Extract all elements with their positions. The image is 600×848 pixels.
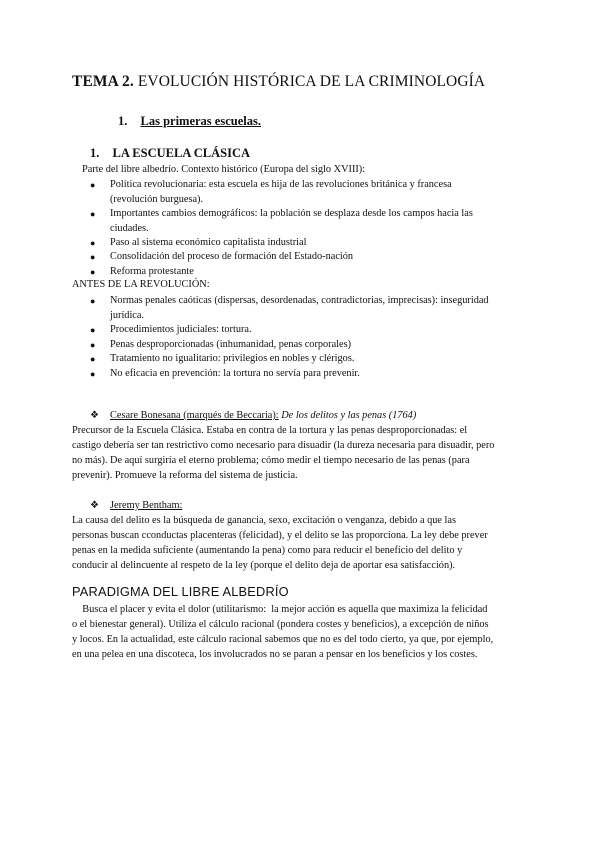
bullet-icon: ● — [90, 209, 96, 219]
bentham-heading: ❖ Jeremy Bentham: — [110, 499, 182, 514]
bullet-icon: ● — [90, 354, 96, 364]
paragraph-line: personas buscan cconductas placenteras (felicidad), y el delito se las proporciona. La ley debe prever — [72, 530, 488, 541]
section-number: 1. — [118, 114, 128, 128]
title-prefix: TEMA 2. — [72, 73, 134, 90]
bullet-icon: ● — [90, 369, 96, 379]
bullet-icon: ● — [90, 180, 96, 190]
bullet-icon: ● — [90, 238, 96, 248]
bullet-icon: ● — [90, 267, 96, 277]
section-heading-2 — [90, 146, 250, 161]
section-label: LA ESCUELA CLÁSICA — [112, 146, 251, 160]
diamond-bullet-icon: ❖ — [90, 500, 99, 511]
bullet-icon: ● — [90, 340, 96, 350]
paragraph-line: Busca el placer y evita el dolor (utilitarismo: la mejor acción es aquella que maximiza la felicidad — [72, 604, 488, 615]
paragraph-line: prevenir). Promueve la reforma del sistema de justicia. — [72, 470, 298, 481]
paragraph-line: o el bienestar general). Utiliza el cálculo racional (pondera costes y beneficios), a excepción de niños — [72, 619, 489, 630]
page-title — [72, 73, 485, 91]
diamond-bullet-icon: ❖ — [90, 410, 99, 421]
paragraph-line: no más). De aquí surgiría el eterno problema; cómo medir el tiempo necesario de las penas (para — [72, 455, 470, 466]
paragraph-line: penas en la medida suficiente (aumentando la pena) como para reducir el beneficio del delito y — [72, 545, 463, 556]
intro-text: Parte del libre albedrío. Contexto histórico (Europa del siglo XVIII): — [82, 164, 366, 175]
paragraph-line: Precursor de la Escuela Clásica. Estaba en contra de la tortura y las penas desproporcionadas: el — [72, 425, 468, 436]
bullet-icon: ● — [90, 325, 96, 335]
paradigm-heading: PARADIGMA DEL LIBRE ALBEDRÍO — [72, 584, 289, 599]
section-number: 1. — [90, 146, 100, 160]
bullet-icon: ● — [90, 252, 96, 262]
paragraph-line: conducir al delincuente al respeto de la ley (porque el delito deja de aportar esa satisfacción). — [72, 560, 456, 571]
subsection-label: ANTES DE LA REVOLUCIÓN: — [72, 279, 210, 290]
bullet-icon: ● — [90, 296, 96, 306]
paragraph-line: y locos. En la actualidad, este cálculo racional sabemos que no es del todo cierto, ya que, por ejemplo, — [72, 634, 494, 645]
paragraph-line: en una pelea en una discoteca, los involucrados no se paran a pensar en los beneficios y los costes. — [72, 649, 478, 660]
document-page: TEMA 2. EVOLUCIÓN HISTÓRICA DE LA CRIMINOLOGÍA 1. Las primeras escuelas. 1. LA ESCUELA CLÁSICA Parte del libre albedrío. Contexto histórico (Europa del siglo XVIII): ● Política revolucionaria: esta escuela es hija de las revoluciones británica y francesa (revolución burguesa). ● Importantes cambios demográficos: la población se desplaza desde los campos hacia las ciudades. ● Paso al sistema económico capitalista industrial ● Consolidación del proceso de formación del Estado-nación ● Reforma protestante ANTES DE LA REVOLUCIÓN: ● Normas penales caóticas (dispersas, desordenadas, contradictorias, imprecisas): inseguridad jurídica. ● Procedimientos judiciales: tortura. ● Penas desproporcionadas (inhumanidad, penas corporales) ● Tratamiento no igualitario: privilegios en nobles y clérigos. ● No eficacia en prevención: la tortura no servía para prevenir. ❖ Cesare Bonesana (marqués de Beccaria): De los delitos y las penas (1764) Precursor de la Escuela Clásica. Estaba en contra de la tortura y las penas desproporcionadas: el castigo debería ser tan restrictivo como necesario para disuadir (la dureza necesaria para disuadir, pero no más). De aquí surgiría el eterno problema; cómo medir el tiempo necesario de las penas (para prevenir). Promueve la reforma del sistema de justicia. ❖ Jeremy Bentham: La causa del delito es la búsqueda de ganancia, sexo, excitación o venganza, debido a que las personas buscan cconductas placenteras (felicidad), y el delito se las proporciona. La ley debe prever penas en la medida suficiente (aumentando la pena) como para reducir el beneficio del delito y conducir al delincuente al respeto de la ley (porque el delito deja de aportar esa satisfacción). PARADIGMA DEL LIBRE ALBEDRÍO Busca el placer y evita el dolor (utilitarismo: la mejor acción es aquella que maximiza la felicidad o el bienestar general). Utiliza el cálculo racional (pondera costes y beneficios), a excepción de niños y locos. En la actualidad, este cálculo racional sabemos que no es del todo cierto, ya que, por ejemplo, en una pelea en una discoteca, los involucrados no se paran a pensar en los beneficios y los costes. — [0, 0, 600, 848]
section-label: Las primeras escuelas. — [140, 114, 261, 128]
paragraph-line: La causa del delito es la búsqueda de ganancia, sexo, excitación o venganza, debido a que las — [72, 515, 456, 526]
beccaria-heading: ❖ Cesare Bonesana (marqués de Beccaria): De los delitos y las penas (1764) — [110, 409, 416, 424]
title-text: EVOLUCIÓN HISTÓRICA DE LA CRIMINOLOGÍA — [133, 73, 486, 90]
paragraph-line: castigo debería ser tan restrictivo como necesario para disuadir (la dureza necesaria para disuadir, pero — [72, 440, 495, 451]
section-heading-1 — [118, 114, 261, 129]
